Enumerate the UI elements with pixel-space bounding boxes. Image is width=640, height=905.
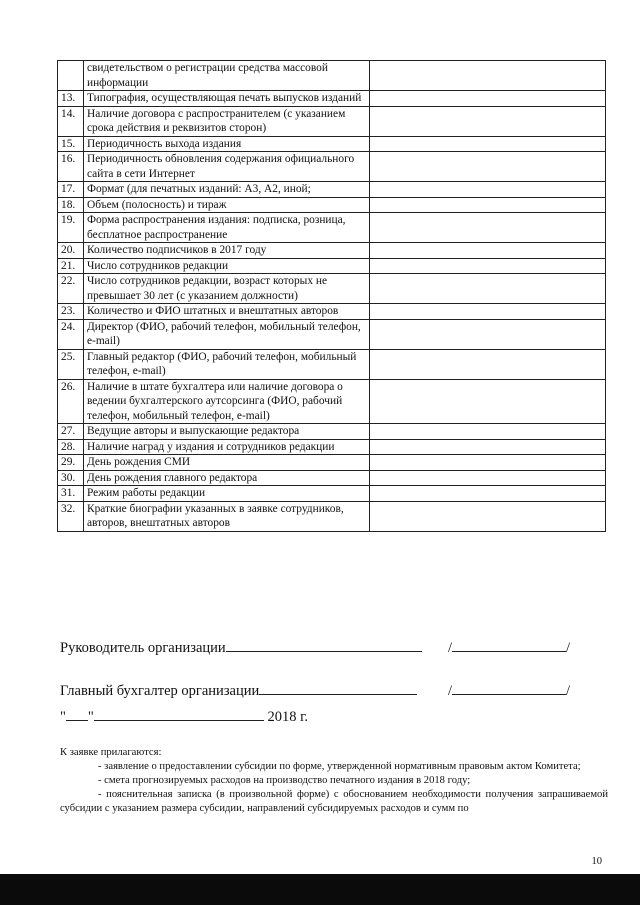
row-number: 25. [58,349,84,379]
table-row [58,152,606,182]
row-label: День рождения СМИ [83,455,369,471]
row-value-cell[interactable] [370,439,606,455]
row-value-cell[interactable] [370,243,606,259]
table-row [58,455,606,471]
row-value-cell[interactable] [370,152,606,182]
row-value-cell[interactable] [370,304,606,320]
scan-bottom-edge [0,874,640,905]
table-row [58,274,606,304]
table-row [58,470,606,486]
head-signature-line [60,637,422,657]
row-label: Форма распространения издания: подписка, розница, бесплатное распространение [83,213,369,243]
row-number: 30. [58,470,84,486]
row-value-cell[interactable] [370,379,606,424]
accountant-signature-field[interactable] [259,680,417,695]
table-row [58,379,606,424]
row-label: Директор (ФИО, рабочий телефон, мобильный телефон, e-mail) [83,319,369,349]
table-row [58,304,606,320]
date-line[interactable] [60,706,308,726]
attachment-item-1: - заявление о предоставлении субсидии по форме, утвержденной нормативным правовым актом Комитета; [98,761,581,772]
row-value-cell[interactable] [370,197,606,213]
date-quote-close: " [87,709,94,725]
form-table-body [58,61,606,532]
row-number: 29. [58,455,84,471]
row-label: Число сотрудников редакции [83,258,369,274]
table-row [58,501,606,531]
row-number: 14. [58,106,84,136]
row-number: 27. [58,424,84,440]
table-row [58,91,606,107]
row-value-cell[interactable] [370,455,606,471]
row-number: 19. [58,213,84,243]
table-row [58,424,606,440]
row-number: 16. [58,152,84,182]
row-label: свидетельством о регистрации средства массовой информации [83,61,369,91]
row-value-cell[interactable] [370,501,606,531]
row-value-cell[interactable] [370,258,606,274]
row-number: 26. [58,379,84,424]
table-row [58,439,606,455]
table-row [58,319,606,349]
attachment-item-3: - пояснительная записка (в произвольной форме) с обоснованием необходимости получения запрашиваемой субсидии с указанием размера субсидии, направлений субсидируемых расходов и сумм по [60,789,608,814]
row-value-cell[interactable] [370,470,606,486]
accountant-name-line [452,680,566,695]
row-value-cell[interactable] [370,424,606,440]
slash-left: / [448,683,453,699]
row-label: Формат (для печатных изданий: А3, А2, иной; [83,182,369,198]
row-number: 24. [58,319,84,349]
table-row [58,182,606,198]
row-number: 20. [58,243,84,259]
row-label: Число сотрудников редакции, возраст которых не превышает 30 лет (с указанием должности) [83,274,369,304]
attachment-item-2: - смета прогнозируемых расходов на производство печатного издания в 2018 году; [98,775,471,786]
row-label: Периодичность выхода издания [83,136,369,152]
row-value-cell[interactable] [370,136,606,152]
row-label: Объем (полосность) и тираж [83,197,369,213]
table-row [58,106,606,136]
row-number: 31. [58,486,84,502]
page-number: 10 [591,856,602,867]
head-signature-field[interactable] [226,637,422,652]
row-number: 18. [58,197,84,213]
head-name-line [452,637,566,652]
table-row [58,243,606,259]
row-label: Главный редактор (ФИО, рабочий телефон, мобильный телефон, e-mail) [83,349,369,379]
table-row [58,258,606,274]
table-row [58,213,606,243]
table-row [58,486,606,502]
row-label: Наличие договора с распространителем (с указанием срока действия и реквизитов сторон) [83,106,369,136]
row-number: 22. [58,274,84,304]
head-label: Руководитель организации [60,640,226,656]
row-value-cell[interactable] [370,182,606,198]
accountant-name-field[interactable] [448,680,570,700]
row-label: Типография, осуществляющая печать выпусков изданий [83,91,369,107]
row-number: 21. [58,258,84,274]
row-label: День рождения главного редактора [83,470,369,486]
row-value-cell[interactable] [370,486,606,502]
date-day-field[interactable] [66,706,88,721]
application-form-table [57,60,606,532]
row-label: Режим работы редакции [83,486,369,502]
attachments-intro: К заявке прилагаются: [60,747,162,758]
row-label: Периодичность обновления содержания официального сайта в сети Интернет [83,152,369,182]
table-row [58,136,606,152]
slash-right: / [566,640,571,656]
row-label: Наличие наград у издания и сотрудников редакции [83,439,369,455]
row-label: Количество подписчиков в 2017 году [83,243,369,259]
date-year: 2018 г. [267,709,309,725]
date-month-field[interactable] [94,706,264,721]
row-value-cell[interactable] [370,213,606,243]
slash-left: / [448,640,453,656]
slash-right: / [566,683,571,699]
accountant-label: Главный бухгалтер организации [60,683,260,699]
row-number: 17. [58,182,84,198]
accountant-signature-line [60,680,417,700]
row-value-cell[interactable] [370,91,606,107]
row-value-cell[interactable] [370,106,606,136]
attachments-section [60,746,608,816]
row-label: Количество и ФИО штатных и внештатных авторов [83,304,369,320]
row-value-cell[interactable] [370,349,606,379]
head-name-field[interactable] [448,637,570,657]
row-number: 13. [58,91,84,107]
row-number: 23. [58,304,84,320]
row-value-cell[interactable] [370,61,606,91]
row-label: Краткие биографии указанных в заявке сотрудников, авторов, внештатных авторов [83,501,369,531]
table-row [58,61,606,91]
date-quote-open: " [60,709,66,725]
table-row [58,349,606,379]
row-number: 15. [58,136,84,152]
row-label: Наличие в штате бухгалтера или наличие договора о ведении бухгалтерского аутсорсинга (ФИО, рабочий телефон, мобильный телефон, e-mail) [83,379,369,424]
row-number [58,61,84,91]
row-number: 32. [58,501,84,531]
row-value-cell[interactable] [370,319,606,349]
table-row [58,197,606,213]
row-value-cell[interactable] [370,274,606,304]
row-label: Ведущие авторы и выпускающие редактора [83,424,369,440]
row-number: 28. [58,439,84,455]
